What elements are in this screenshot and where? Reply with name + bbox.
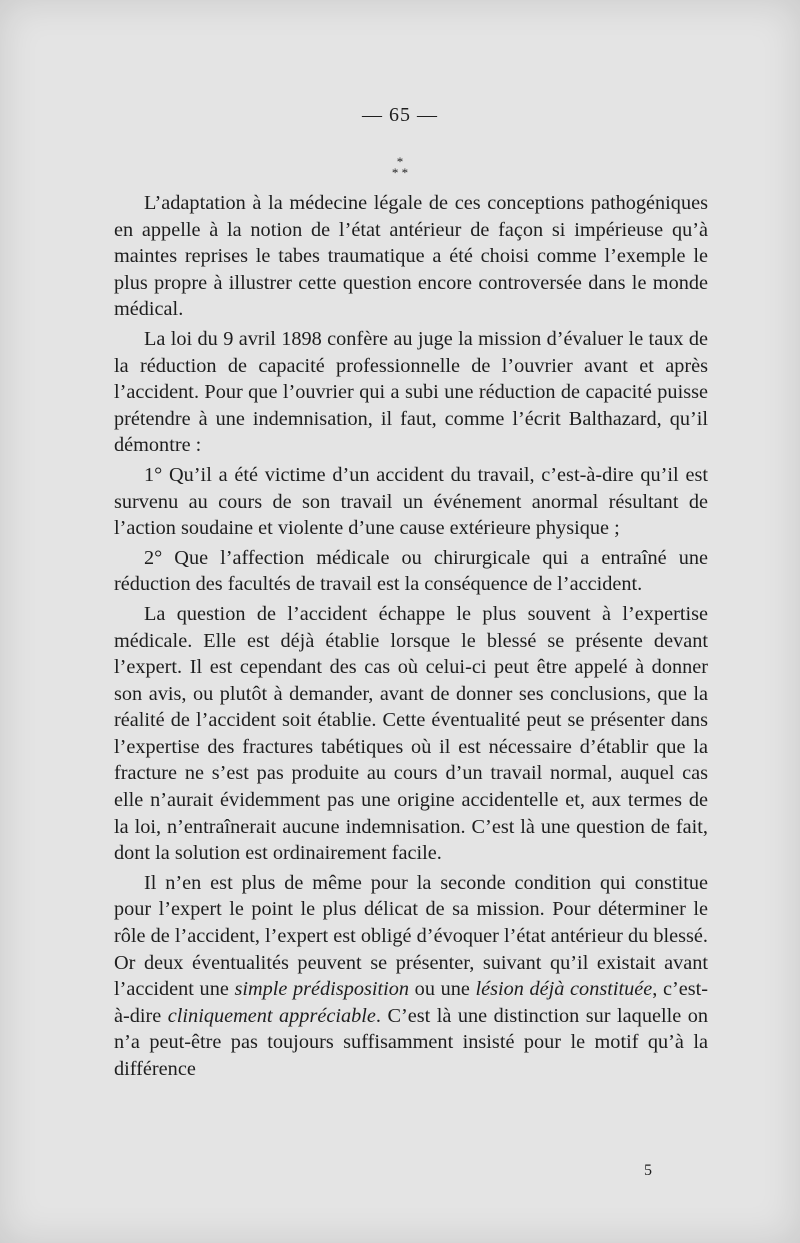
paragraph-text: ou une — [409, 978, 476, 1001]
italic-term: cliniquement appréciable — [167, 1004, 376, 1027]
paragraph-text: . C’est là une distinction sur laquelle on n’a peut-être pas toujours suffisamment insisté pour le motif qu’à la différence — [114, 1004, 709, 1080]
paragraph: La question de l’accident échappe le plus souvent à l’expertise médicale. Elle est déjà établie lorsque le blessé se présente devant l’expert. Il est cependant des cas où celui-ci peut être appelé à donner son avis, ou plutôt à demander, avant de donner ses conclusions, que la réalité de l’accident soit établie. Cette éventualité peut se présenter dans l’expertise des fractures tabétiques où il est nécessaire d’établir que la fracture ne s’est pas produite au cours d’un travail normal, auquel cas elle n’aurait évidemment pas une origine accidentelle et, aux termes de la loi, n’entraînerait aucune indemnisation. C’est là une question de fait, dont la solution est ordinairement facile. — [114, 602, 708, 865]
paragraph: L’adaptation à la médecine légale de ces conceptions pathogéniques en appelle à la notion de l’état antérieur de façon si impérieuse qu’à maintes reprises le tabes traumatique a été choisi comme l’exemple le plus propre à illustrer cette question encore controversée dans le monde médical. — [114, 192, 708, 321]
page-number: — 65 — — [362, 104, 438, 126]
asterism-ornament — [0, 156, 800, 178]
italic-term: simple prédisposition — [234, 978, 410, 1001]
paragraph-text: Il n’en est plus de même pour la seconde condition qui constitue pour l’expert le point le plus délicat de sa mission. Pour déterminer le rôle de l’accident, l’expert est obligé d’évoquer l’état antérieur du blessé. Or deux éventualités peuvent se présenter, suivant qu’il existait avant l’accident une — [114, 871, 708, 1001]
asterism-top: * — [396, 154, 404, 169]
asterism-bottom: * * — [391, 165, 409, 180]
paragraph-text: , c’est-à-dire — [114, 978, 708, 1027]
signature-mark: 5 — [644, 1162, 652, 1179]
paragraph-item-1: 1° Qu’il a été victime d’un accident du travail, c’est-à-dire qu’il est survenu au cours de son travail un événement anormal résultant de l’action soudaine et violente d’une cause extérieure physique ; — [114, 463, 708, 540]
paragraph-item-2: 2° Que l’affection médicale ou chirurgicale qui a entraîné une réduction des facultés de travail est la conséquence de l’accident. — [114, 546, 708, 596]
paragraph: La loi du 9 avril 1898 confère au juge la mission d’évaluer le taux de la réduction de capacité professionnelle de l’ouvrier avant et après l’accident. Pour que l’ouvrier qui a subi une réduction de capacité puisse prétendre à une indemnisation, il faut, comme l’écrit Balthazard, qu’il démontre : — [114, 327, 708, 457]
body-text — [114, 190, 708, 1083]
italic-term: lésion déjà constituée — [475, 978, 653, 1001]
paragraph — [114, 870, 708, 1083]
